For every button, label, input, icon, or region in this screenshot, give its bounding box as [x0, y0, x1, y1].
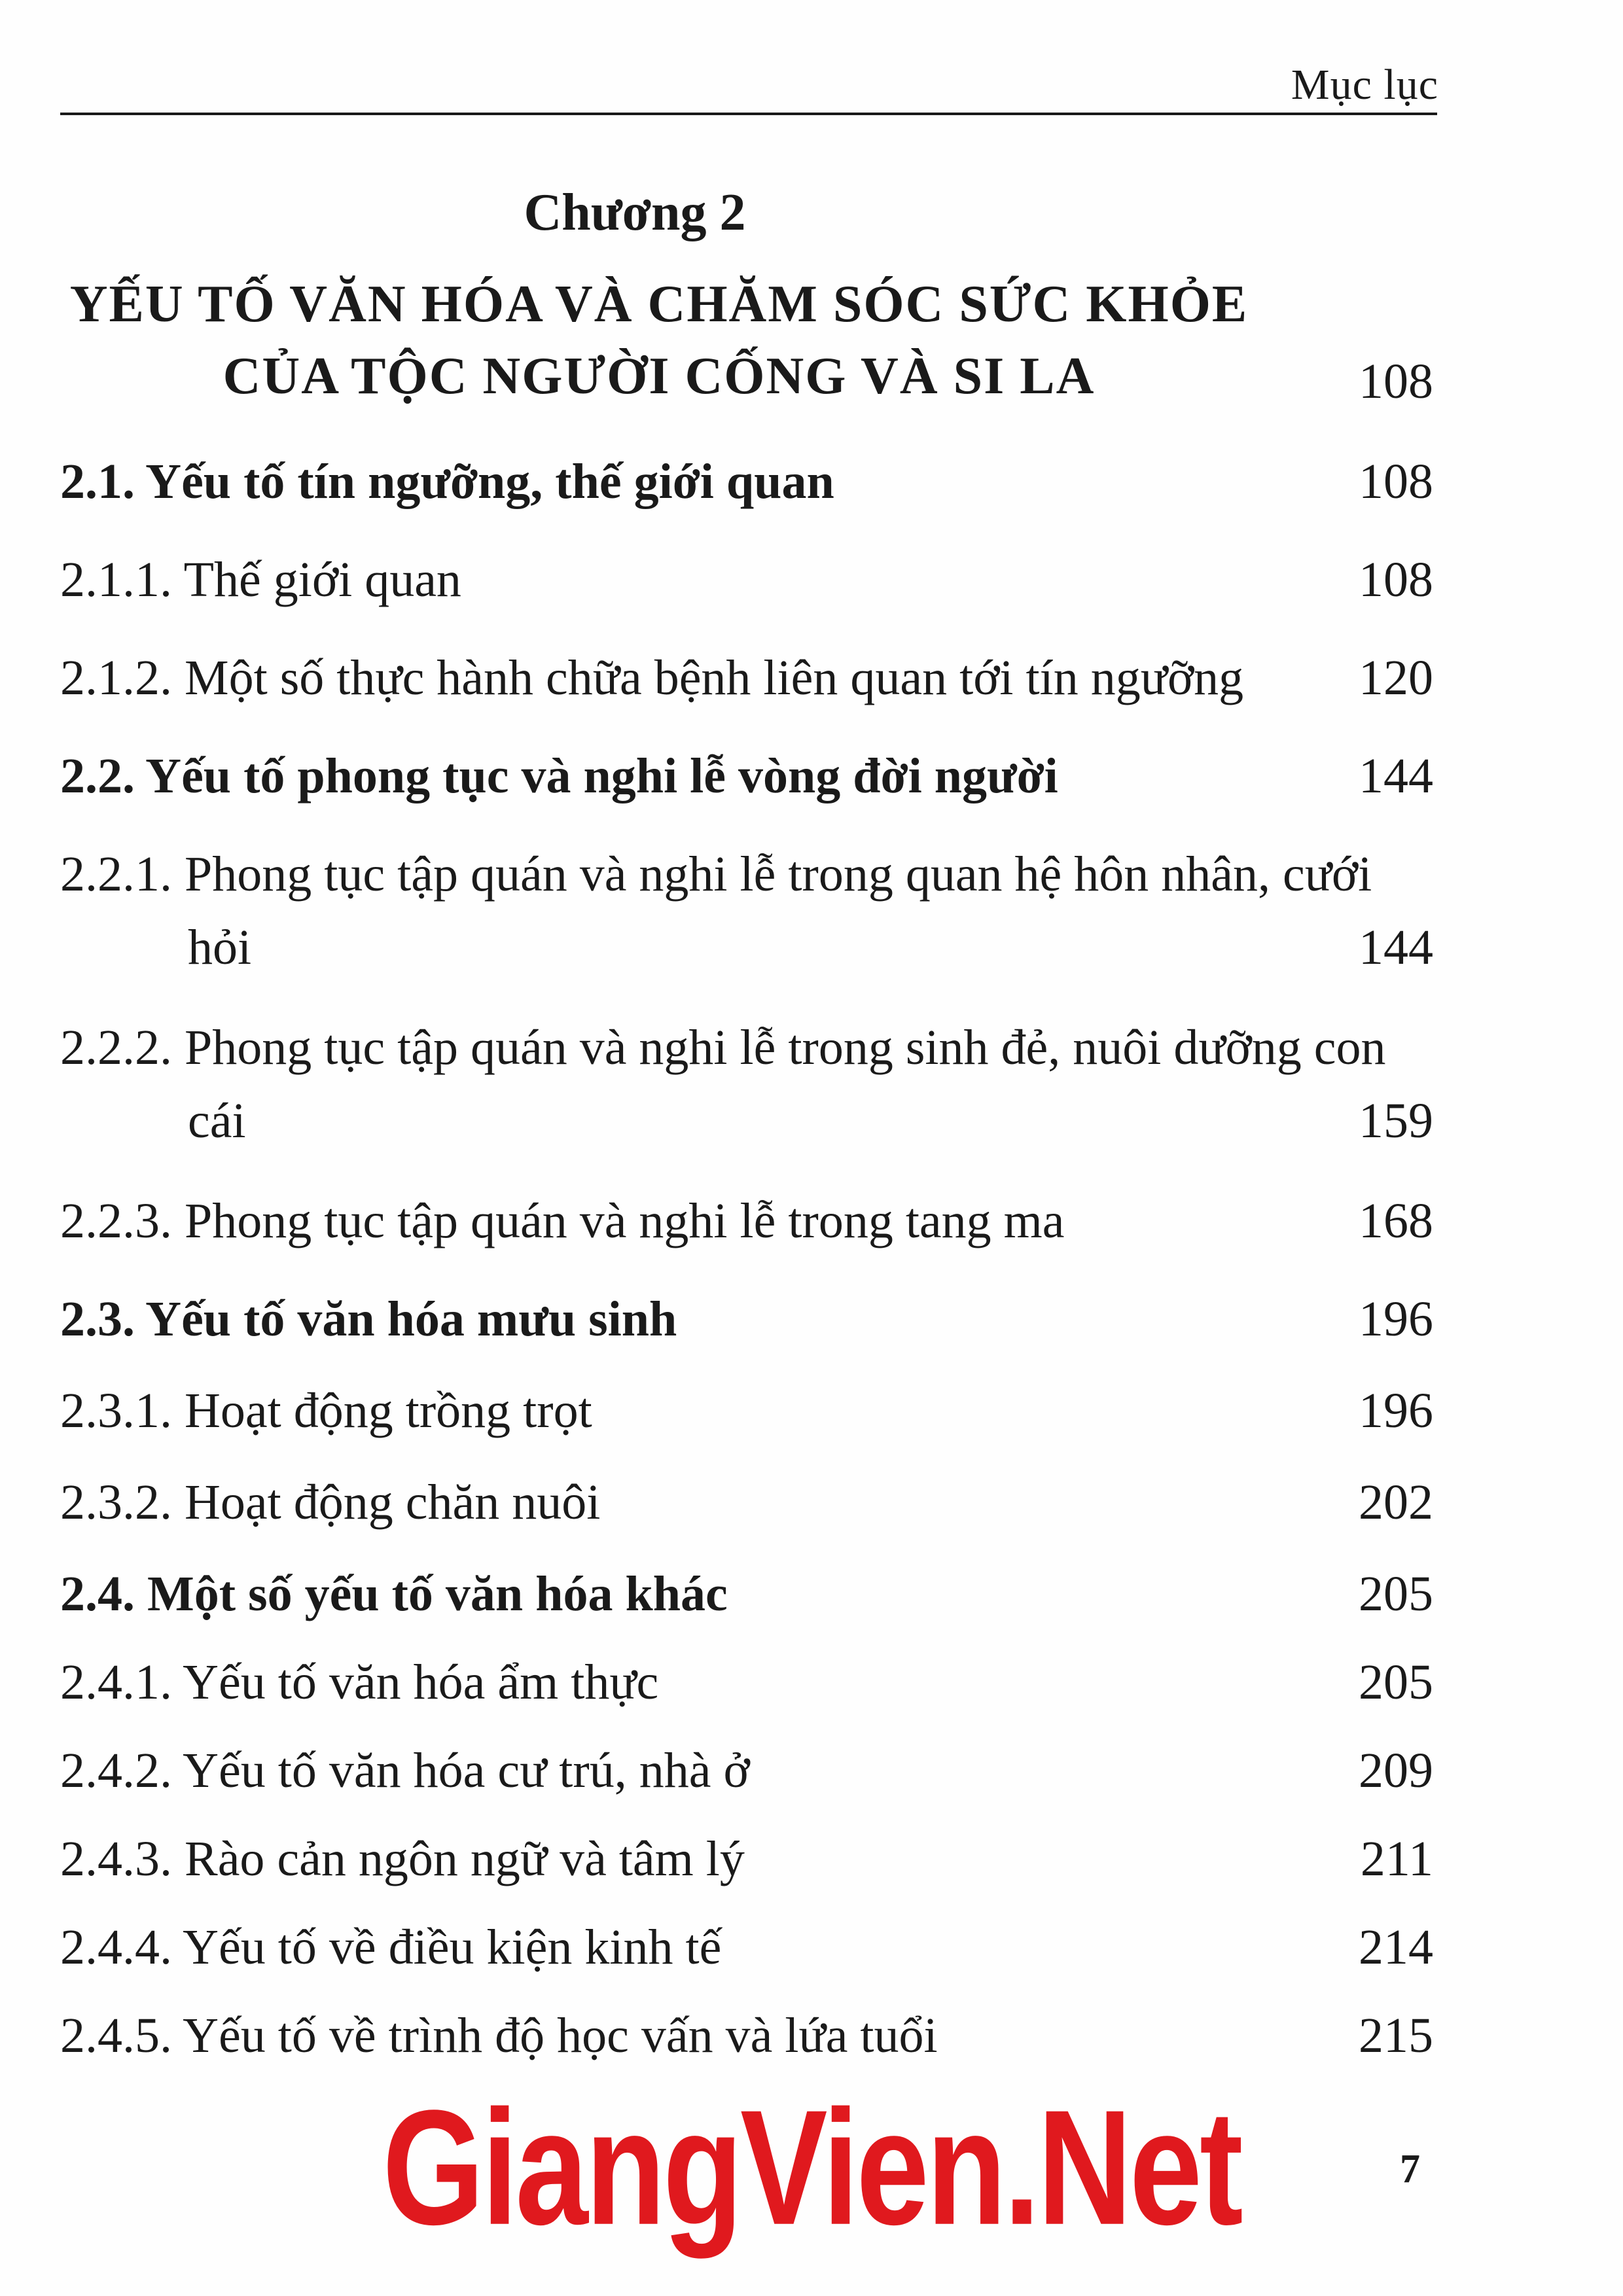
toc-entry-page: 211	[1360, 1831, 1433, 1886]
toc-entry-page: 120	[1359, 650, 1433, 705]
toc-entry-label: 2.2.2. Phong tục tập quán và nghi lễ trong sinh đẻ, nuôi dưỡng con cái	[60, 1020, 1386, 1148]
toc-entry-label: 2.1.2. Một số thực hành chữa bệnh liên quan tới tín ngưỡng	[60, 650, 1244, 705]
toc-entry-label: 2.1. Yếu tố tín ngưỡng, thế giới quan	[60, 454, 834, 509]
header-rule	[60, 113, 1437, 115]
toc-entry-page: 214	[1359, 1920, 1433, 1975]
toc-entry-page: 108	[1359, 454, 1433, 509]
toc-entry-page: 196	[1359, 1292, 1433, 1347]
toc-entry-page: 144	[1359, 749, 1433, 804]
toc-entry-label: 2.4.2. Yếu tố văn hóa cư trú, nhà ở	[60, 1743, 750, 1798]
toc-entry-page: 108	[1359, 552, 1433, 607]
toc-entry-label: 2.4.3. Rào cản ngôn ngữ và tâm lý	[60, 1831, 745, 1886]
toc-entry-label: 2.3.1. Hoạt động trồng trọt	[60, 1383, 592, 1438]
chapter-page-number: 108	[1359, 354, 1433, 409]
toc-entry-label: 2.2.1. Phong tục tập quán và nghi lễ trong quan hệ hôn nhân, cưới hỏi	[60, 847, 1372, 975]
toc-entry-label: 2.4. Một số yếu tố văn hóa khác	[60, 1566, 728, 1621]
toc-entry-label: 2.4.5. Yếu tố về trình độ học vấn và lứa tuổi	[60, 2008, 938, 2063]
chapter-label: Chương 2	[524, 184, 746, 241]
toc-entry-label: 2.2. Yếu tố phong tục và nghi lễ vòng đời người	[60, 749, 1058, 804]
toc-entry-page: 196	[1359, 1383, 1433, 1438]
chapter-title-line-1: YẾU TỐ VĂN HÓA VÀ CHĂM SÓC SỨC KHỎE	[69, 275, 1249, 333]
toc-entry-label: 2.3. Yếu tố văn hóa mưu sinh	[60, 1292, 677, 1347]
toc-entry-page: 209	[1359, 1743, 1433, 1798]
running-header: Mục lục	[1291, 61, 1438, 109]
toc-entry-label: 2.2.3. Phong tục tập quán và nghi lễ trong tang ma	[60, 1193, 1065, 1248]
toc-entry-page: 144	[1359, 920, 1433, 975]
toc-entry-page: 205	[1359, 1566, 1433, 1621]
toc-entry-label: 2.3.2. Hoạt động chăn nuôi	[60, 1475, 601, 1530]
toc-entry-label: 2.4.1. Yếu tố văn hóa ẩm thực	[60, 1655, 659, 1710]
toc-entry-page: 159	[1359, 1093, 1433, 1148]
toc-entry-page: 205	[1359, 1655, 1433, 1710]
page-number: 7	[1400, 2147, 1420, 2191]
toc-entry-label: 2.1.1. Thế giới quan	[60, 552, 461, 607]
toc-entry-page: 168	[1359, 1193, 1433, 1248]
toc-entry-page: 215	[1359, 2008, 1433, 2063]
toc-entry-page: 202	[1359, 1475, 1433, 1530]
toc-entry-label: 2.4.4. Yếu tố về điều kiện kinh tế	[60, 1920, 722, 1975]
watermark: GiangVien.Net	[382, 2076, 1241, 2259]
chapter-title-line-2: CỦA TỘC NGƯỜI CỐNG VÀ SI LA	[223, 347, 1096, 405]
